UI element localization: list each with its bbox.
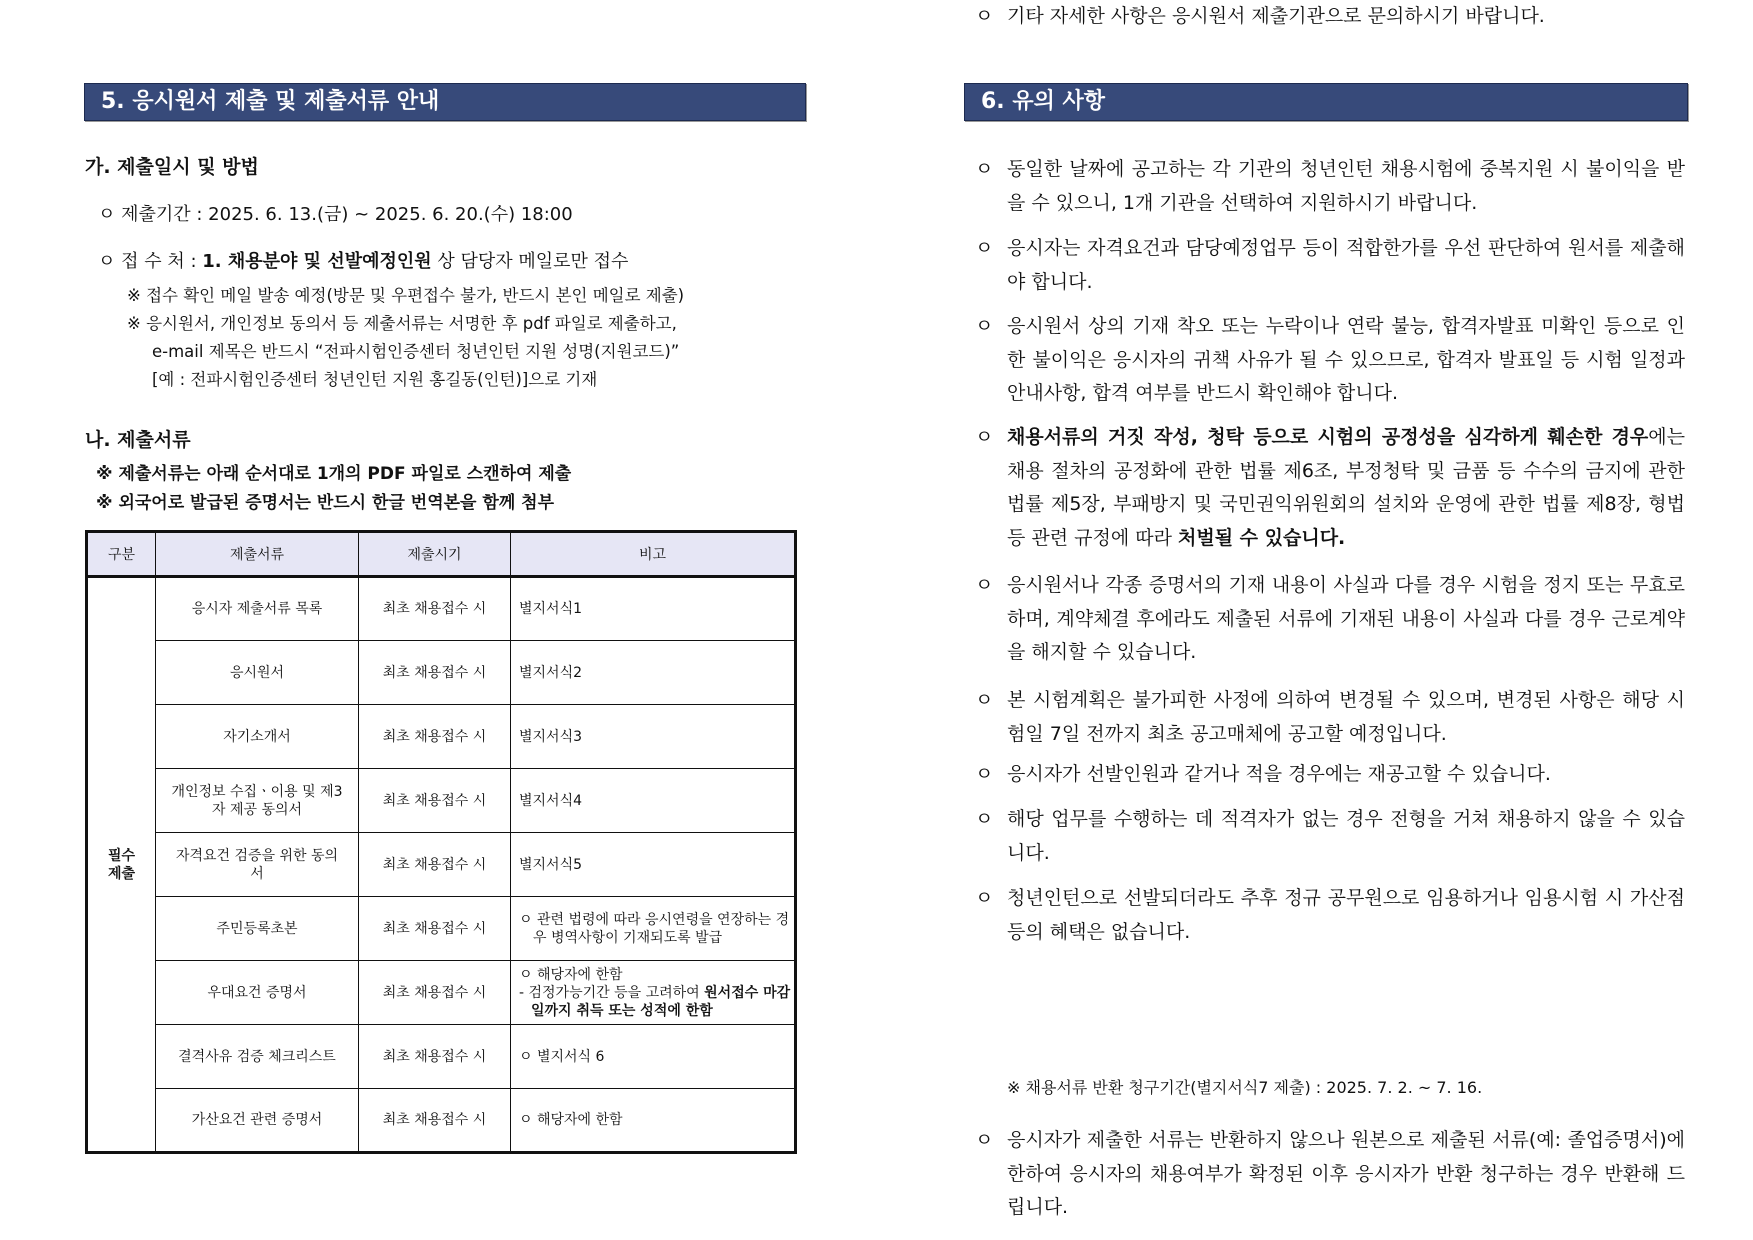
doc-cell: 응시자 제출서류 목록: [156, 577, 359, 641]
subheading-a: 가. 제출일시 및 방법: [85, 156, 259, 178]
note-cell: 별지서식1: [511, 577, 796, 641]
note-cell: ㅇ 해당자에 한함: [511, 1089, 796, 1153]
item-text: 응시원서나 각종 증명서의 기재 내용이 사실과 다를 경우 시험을 정지 또는 무효로 하며, 계약체결 후에라도 제출된 서류에 기재된 내용이 사실과 다를 경우 근로계약을 해지할 수 있습니다.: [1007, 574, 1685, 663]
note-cell: 별지서식3: [511, 705, 796, 769]
reception: [98, 247, 628, 273]
note-cell: [511, 961, 796, 1025]
when-cell: 최초 채용접수 시: [359, 705, 511, 769]
doc-cell: 우대요건 증명서: [156, 961, 359, 1025]
subheading-b: 나. 제출서류: [85, 429, 191, 451]
table-row: [87, 897, 796, 961]
when-cell: 최초 채용접수 시: [359, 833, 511, 897]
group-cell: 필수 제출: [87, 577, 156, 1153]
notice-item: [975, 684, 1685, 751]
bullet-icon: ㅇ: [975, 426, 994, 448]
notice-item: [975, 569, 1685, 670]
note-4: [예 : 전파시험인증센터 청년인턴 지원 홍길동(인턴)]으로 기재: [152, 370, 598, 389]
note-bold: 원서접수 마감일까지 취득 또는 성적에 한함: [531, 984, 791, 1019]
note-cell: 별지서식4: [511, 769, 796, 833]
bold-note-1: ※ 제출서류는 아래 순서대로 1개의 PDF 파일로 스캔하여 제출: [96, 464, 572, 484]
when-cell: 최초 채용접수 시: [359, 641, 511, 705]
note-cell: ㅇ 관련 법령에 따라 응시연령을 연장하는 경우 병역사항이 기재되도록 발급: [511, 897, 796, 961]
bullet-icon: ㅇ: [975, 1129, 994, 1151]
table-row: [87, 705, 796, 769]
item-text: 청년인턴으로 선발되더라도 추후 정규 공무원으로 임용하거나 임용시험 시 가산점 등의 혜택은 없습니다.: [1007, 887, 1685, 943]
penalty-bold-end: 처벌될 수 있습니다.: [1178, 526, 1346, 549]
notice-item: [975, 1124, 1685, 1225]
doc-cell: 가산요건 관련 증명서: [156, 1089, 359, 1153]
doc-cell: 개인정보 수집ㆍ이용 및 제3자 제공 동의서: [156, 769, 359, 833]
item-text: 해당 업무를 수행하는 데 적격자가 없는 경우 전형을 거쳐 채용하지 않을 수 있습니다.: [1007, 808, 1685, 864]
item-text: 동일한 날짜에 공고하는 각 기관의 청년인턴 채용시험에 중복지원 시 불이익을 받을 수 있으니, 1개 기관을 선택하여 지원하시기 바랍니다.: [1007, 158, 1685, 214]
when-cell: 최초 채용접수 시: [359, 1025, 511, 1089]
bullet-icon: ㅇ: [975, 5, 994, 27]
item-text: 응시자는 자격요건과 담당예정업무 등이 적합한가를 우선 판단하여 원서를 제출해야 합니다.: [1007, 237, 1685, 293]
documents-table: [85, 530, 797, 1154]
notice-item: [975, 758, 1685, 792]
bullet-icon: ㅇ: [975, 808, 994, 830]
notice-item: [975, 310, 1685, 411]
bold-note-2: ※ 외국어로 발급된 증명서는 반드시 한글 번역본을 함께 첨부: [96, 493, 555, 513]
notice-item: [975, 803, 1685, 870]
table-row: [87, 769, 796, 833]
bullet-icon: ㅇ: [975, 887, 994, 909]
item-text: 응시원서 상의 기재 착오 또는 누락이나 연락 불능, 합격자발표 미확인 등으로 인한 불이익은 응시자의 귀책 사유가 될 수 있으므로, 합격자 발표일 등 시험 일정과 안내사항, 합격 여부를 반드시 확인해야 합니다.: [1007, 315, 1685, 404]
col-header: 제출시기: [359, 532, 511, 577]
penalty-bold: 채용서류의 거짓 작성, 청탁 등으로 시험의 공정성을 심각하게 훼손한 경우: [1007, 426, 1649, 448]
bullet-icon: ㅇ: [975, 763, 994, 785]
section-6-header: 6. 유의 사항: [964, 83, 1688, 121]
notice-item: [975, 232, 1685, 299]
bullet-icon: ㅇ: [975, 689, 994, 711]
when-cell: 최초 채용접수 시: [359, 769, 511, 833]
table-row: [87, 1089, 796, 1153]
reception-suffix: 상 담당자 메일로만 접수: [431, 251, 629, 272]
penalty-text: 에는 채용 절차의 공정화에 관한 법률 제6조, 부정청탁 및 금품 등 수수의 금지에 관한 법률 제5장, 부패방지 및 국민권익위원회의 설치와 운영에 관한 법률 제8장, 형법 등 관련 규정에 따라: [1007, 426, 1685, 549]
table-row: [87, 1025, 796, 1089]
item-text: 본 시험계획은 불가피한 사정에 의하여 변경될 수 있으며, 변경된 사항은 해당 시험일 7일 전까지 최초 공고매체에 공고할 예정입니다.: [1007, 689, 1685, 745]
doc-cell: 결격사유 검증 체크리스트: [156, 1025, 359, 1089]
table-row: [87, 641, 796, 705]
doc-cell: 응시원서: [156, 641, 359, 705]
note-text: - 검정가능기간 등을 고려하여: [519, 984, 705, 1001]
note-3: e-mail 제목은 반드시 “전파시험인증센터 청년인턴 지원 성명(지원코드)”: [152, 342, 680, 361]
item-text: 응시자가 선발인원과 같거나 적을 경우에는 재공고할 수 있습니다.: [1007, 763, 1551, 785]
col-header: 제출서류: [156, 532, 359, 577]
note-1: ※ 접수 확인 메일 발송 예정(방문 및 우편접수 불가, 반드시 본인 메일로 제출): [127, 286, 685, 305]
section-5-header: 5. 응시원서 제출 및 제출서류 안내: [84, 83, 806, 121]
bullet-icon: ㅇ: [975, 158, 994, 180]
when-cell: 최초 채용접수 시: [359, 1089, 511, 1153]
note-cell: ㅇ 별지서식 6: [511, 1025, 796, 1089]
return-period-note: ※ 채용서류 반환 청구기간(별지서식7 제출) : 2025. 7. 2. ~ 7. 16.: [1007, 1078, 1483, 1097]
reception-prefix: ㅇ 접 수 처 :: [98, 251, 203, 272]
notice-item: [975, 0, 1685, 34]
penalty-item: [975, 421, 1685, 555]
col-header: 비고: [511, 532, 796, 577]
table-row: [87, 833, 796, 897]
note-2: ※ 응시원서, 개인정보 동의서 등 제출서류는 서명한 후 pdf 파일로 제출하고,: [127, 314, 677, 333]
table-row: [87, 961, 796, 1025]
notice-item: [975, 882, 1685, 949]
table-row: [87, 577, 796, 641]
item-text: 기타 자세한 사항은 응시원서 제출기관으로 문의하시기 바랍니다.: [1007, 5, 1545, 27]
note-cell: 별지서식5: [511, 833, 796, 897]
when-cell: 최초 채용접수 시: [359, 897, 511, 961]
doc-cell: 자격요건 검증을 위한 동의서: [156, 833, 359, 897]
bullet-icon: ㅇ: [975, 315, 994, 337]
submission-period: ㅇ 제출기간 : 2025. 6. 13.(금) ~ 2025. 6. 20.(수) 18:00: [98, 204, 573, 225]
when-cell: 최초 채용접수 시: [359, 577, 511, 641]
bullet-icon: ㅇ: [975, 574, 994, 596]
note-line: [519, 984, 794, 1020]
notice-item: [975, 153, 1685, 220]
when-cell: 최초 채용접수 시: [359, 961, 511, 1025]
note-cell: 별지서식2: [511, 641, 796, 705]
doc-cell: 자기소개서: [156, 705, 359, 769]
note-line: ㅇ 해당자에 한함: [519, 966, 623, 983]
doc-cell: 주민등록초본: [156, 897, 359, 961]
reception-bold: 1. 채용분야 및 선발예정인원: [202, 251, 432, 272]
item-text: 응시자가 제출한 서류는 반환하지 않으나 원본으로 제출된 서류(예: 졸업증명서)에 한하여 응시자의 채용여부가 확정된 이후 응시자가 반환 청구하는 경우 반환해 드립니다.: [1007, 1129, 1685, 1218]
bullet-icon: ㅇ: [975, 237, 994, 259]
col-header: 구분: [87, 532, 156, 577]
